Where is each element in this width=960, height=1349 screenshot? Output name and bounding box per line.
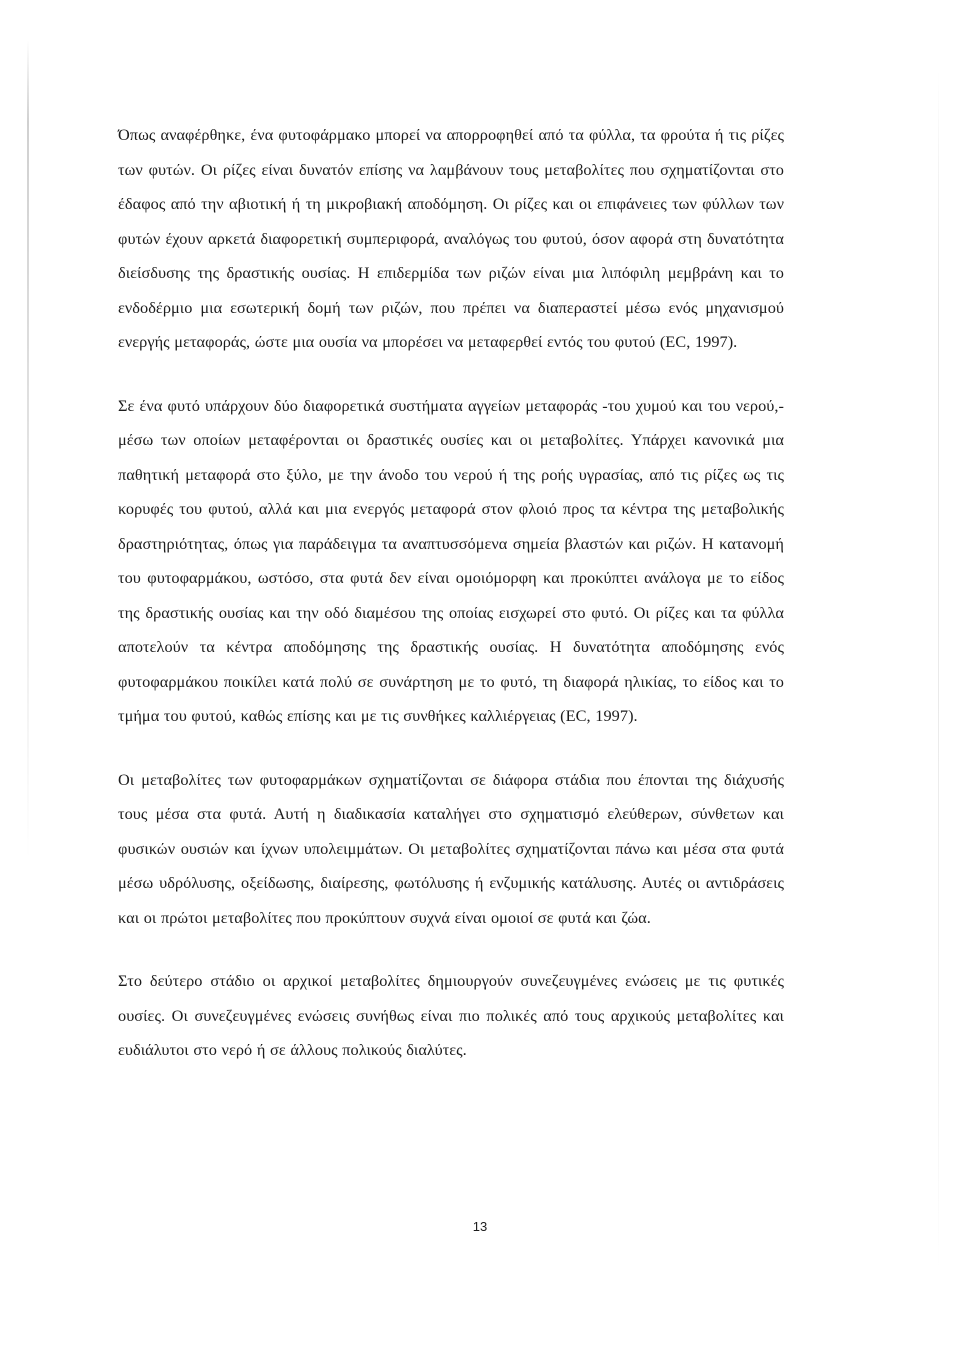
paragraph: Στο δεύτερο στάδιο οι αρχικοί μεταβολίτες δημιουργούν συνεζευγμένες ενώσεις με τις φυτικές ουσίες. Οι συνεζευγμένες ενώσεις συνήθως είναι πιο πολικές από τους αρχικούς μεταβολίτες και ευδιάλυτοι στο νερό ή σε άλλους πολικούς διαλύτες. xyxy=(118,971,784,1059)
paragraph: Οι μεταβολίτες των φυτοφαρμάκων σχηματίζονται σε διάφορα στάδια που έπονται της διάχυσής τους μέσα στα φυτά. Αυτή η διαδικασία καταλήγει στο σχηματισμό ελεύθερων, σύνθετων και φυσικών ουσιών και ίχνων υπολειμμάτων. Οι μεταβολίτες σχηματίζονται πάνω και μέσα στα φυτά μέσω υδρόλυσης, οξείδωσης, διαίρεσης, φωτόλυσης ή ενζυμικής κατάλυσης. Αυτές οι αντιδράσεις και οι πρώτοι μεταβολίτες που προκύπτουν συχνά είναι ομοιοί σε φυτά και ζώα. xyxy=(118,769,784,927)
page-body xyxy=(118,118,784,1097)
paragraph: Σε ένα φυτό υπάρχουν δύο διαφορετικά συστήματα αγγείων μεταφοράς -του χυμού και του νερού,- μέσω των οποίων μεταφέρονται οι δραστικές ουσίες και οι μεταβολίτες. Υπάρχει κανονικά μια παθητική μεταφορά στο ξύλο, με την άνοδο του νερού ή της ροής υγρασίας, από τις ρίζες ως τις κορυφές του φυτού, αλλά και μια ενεργός μεταφορά στον φλοιό προς τα κέντρα της μεταβολικής δραστηριότητας, όπως για παράδειγμα τα αναπτυσσόμενα σημεία βλαστών και ριζών. Η κατανομή του φυτοφαρμάκου, ωστόσο, στα φυτά δεν είναι ομοιόμορφη και προκύπτει ανάλογα με το είδος της δραστικής ουσίας και την οδό διαμέσου της οποίας εισχωρεί στο φυτό. Οι ρίζες και τα φύλλα αποτελούν τα κέντρα αποδόμησης της δραστικής ουσίας. Η δυνατότητα αποδόμησης ενός φυτοφαρμάκου ποικίλει κατά πολύ σε συνάρτηση με το φυτό, τη διαφορά ηλικίας, το είδος και το τμήμα του φυτού, καθώς επίσης και με τις συνθήκες καλλιέργειας (EC, 1997). xyxy=(118,395,784,725)
page-number: 13 xyxy=(472,1219,488,1234)
scan-edge-shadow xyxy=(27,40,29,860)
scan-edge-shadow xyxy=(938,70,939,1270)
paragraph: Όπως αναφέρθηκε, ένα φυτοφάρμακο μπορεί να απορροφηθεί από τα φύλλα, τα φρούτα ή τις ρίζες των φυτών. Οι ρίζες είναι δυνατόν επίσης να λαμβάνουν τους μεταβολίτες που σχηματίζονται στο έδαφος από την αβιοτική ή τη μικροβιακή αποδόμηση. Οι ρίζες και οι επιφάνειες των φύλλων των φυτών έχουν αρκετά διαφορετική συμπεριφορά, αναλόγως του φυτού, όσον αφορά στη δυνατότητα διείσδυσης της δραστικής ουσίας. Η επιδερμίδα των ριζών είναι μια λιπόφιλη μεμβράνη και το ενδοδέρμιο μια εσωτερική δομή των ριζών, που πρέπει να διαπεραστεί μέσω ενός μηχανισμού ενεργής μεταφοράς, ώστε μια ουσία να μπορέσει να μεταφερθεί εντός του φυτού (EC, 1997). xyxy=(118,125,784,351)
